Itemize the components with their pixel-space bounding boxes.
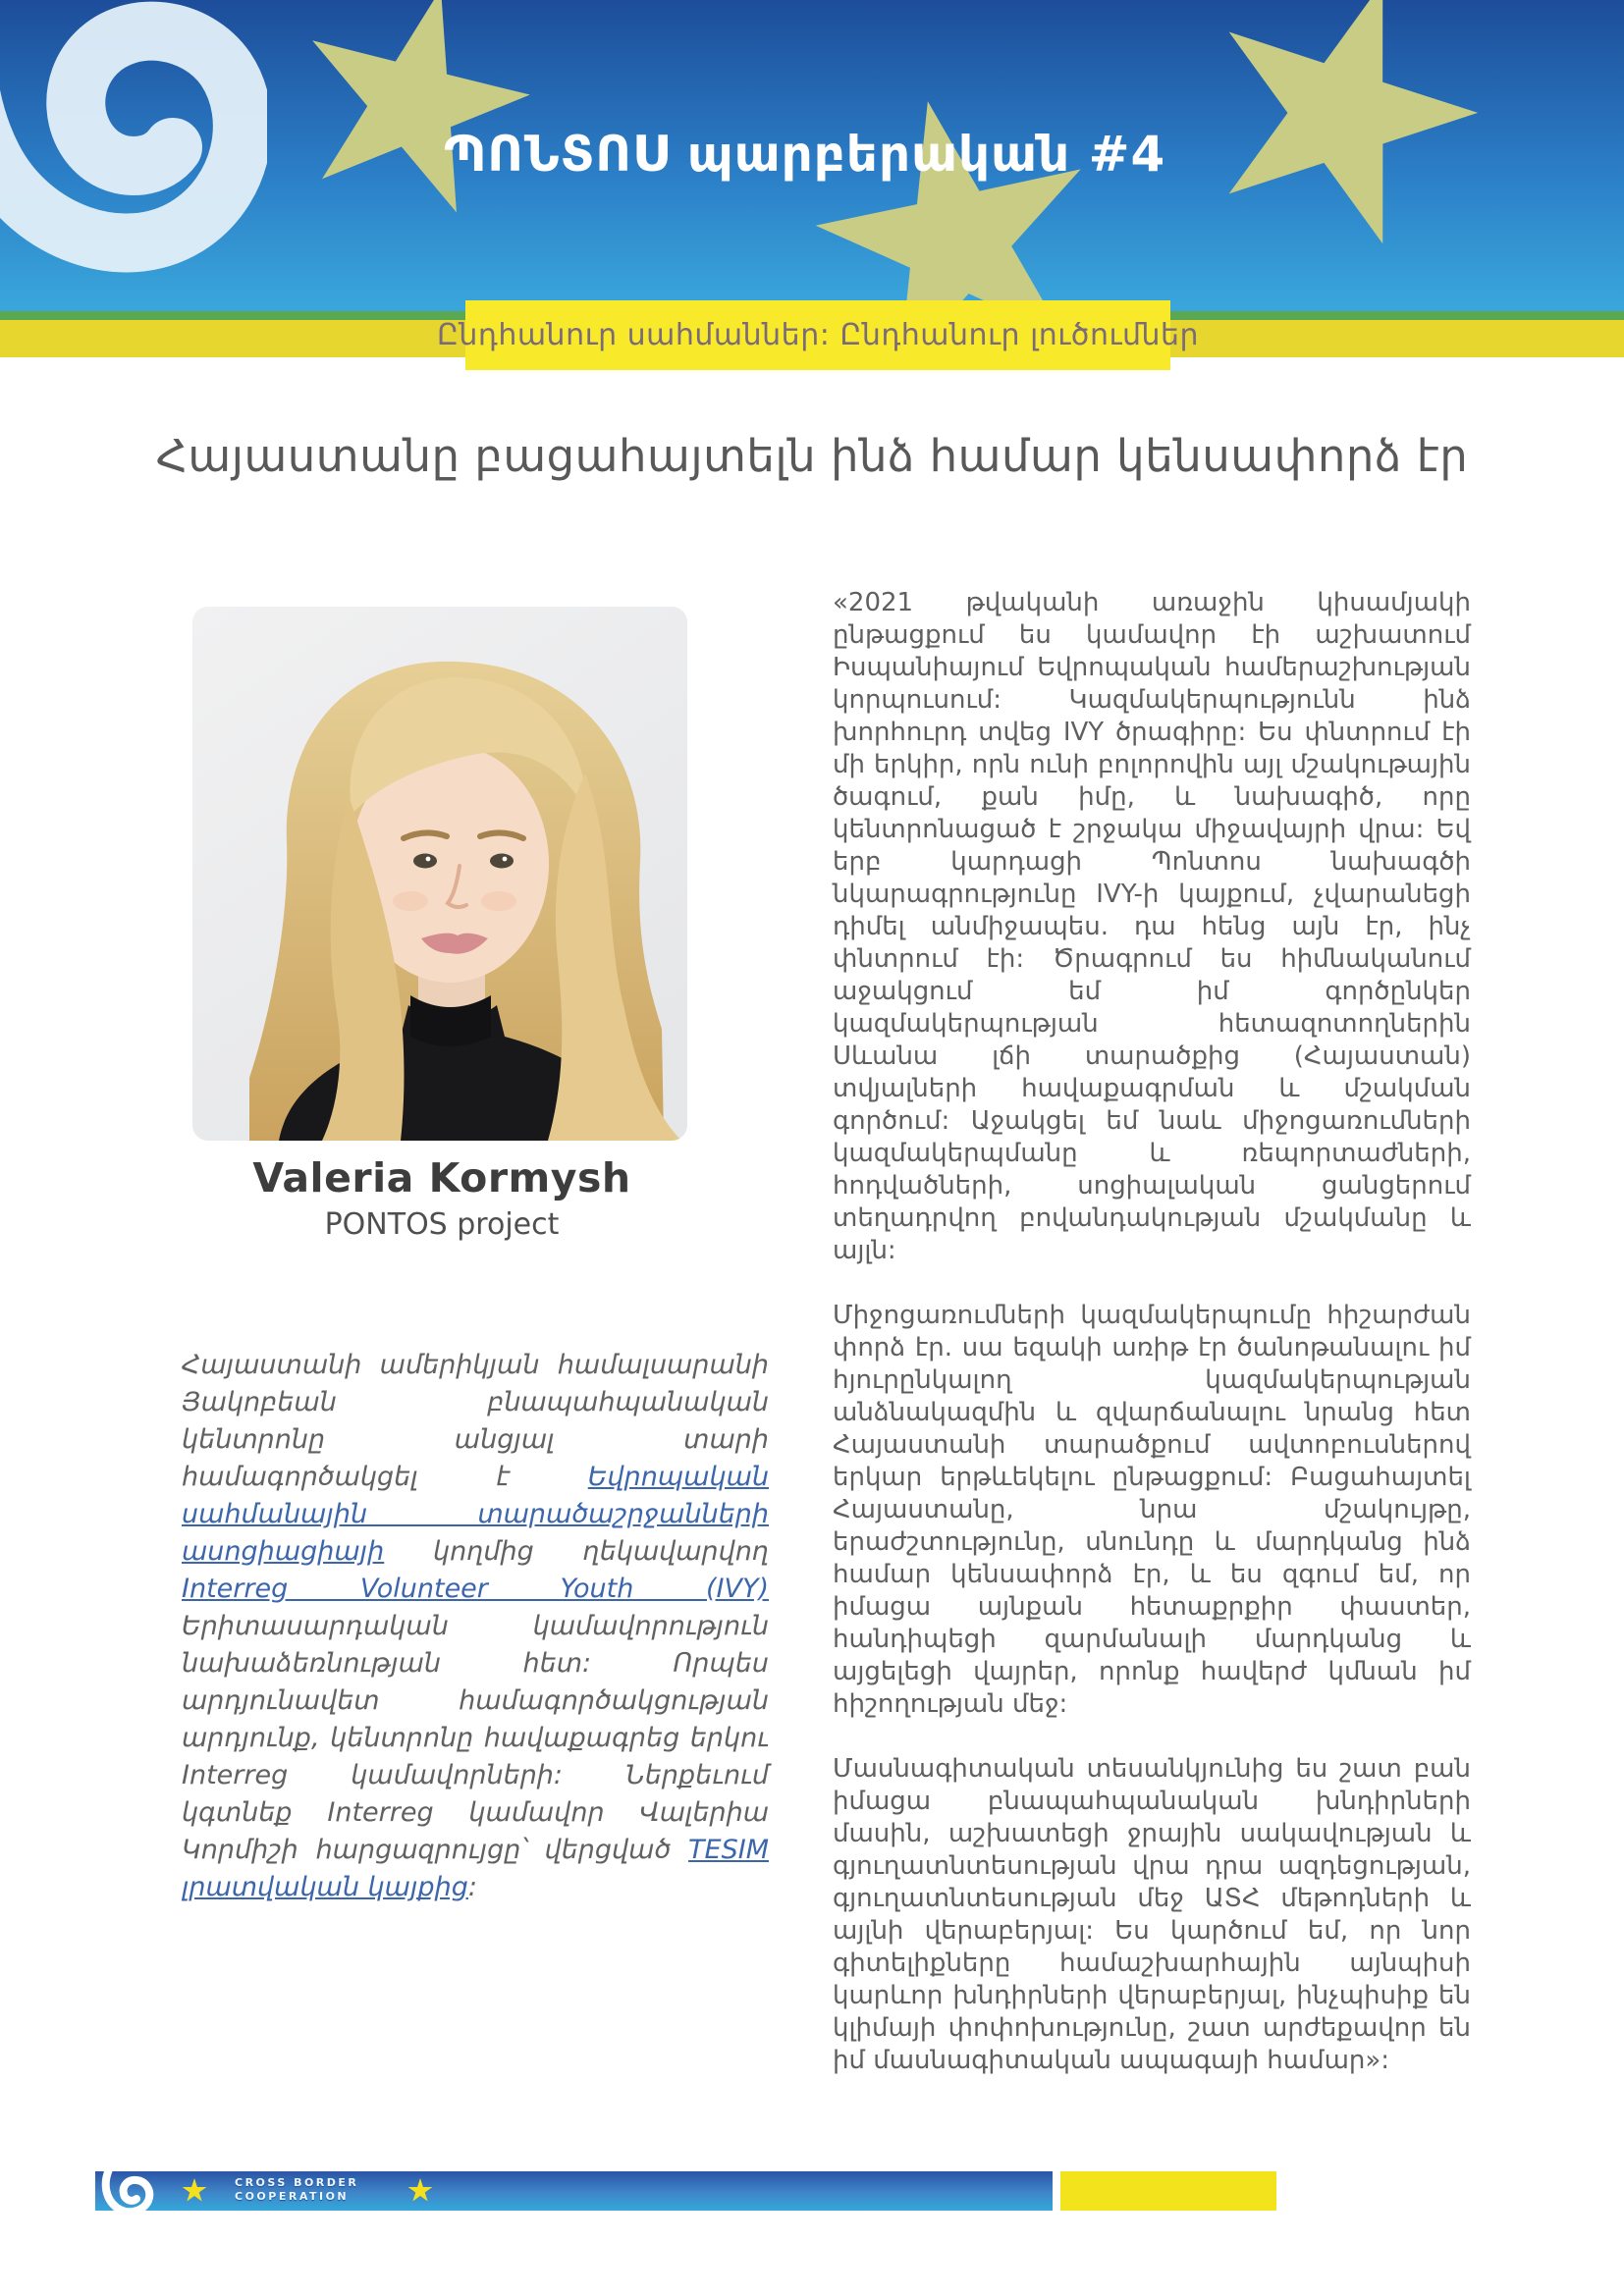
footer-logo-line1: CROSS BORDER bbox=[235, 2176, 359, 2189]
star-icon bbox=[788, 72, 1126, 311]
intro-link[interactable]: Եվրոպական սահմանային տարածաշրջանների ասոցիացիայի bbox=[182, 1462, 769, 1567]
portrait-photo bbox=[192, 607, 687, 1141]
star-icon bbox=[182, 2178, 207, 2204]
intro-link[interactable]: TESIM լրատվական կայքից bbox=[182, 1835, 769, 1902]
interview-paragraph: «2021 թվականի առաջին կիսամյակի ընթացքում ես կամավոր էի աշխատում Իսպանիայում Եվրոպական համերաշխության կորպուսում: Կազմակերպությունն ինձ խորհուրդ տվեց IVY ծրագիրը: Ես փնտրում էի մի երկիր, որն ունի բոլորովին այլ մշակութային ծագում, քան իմը, և նախագիծ, որը կենտրոնացած է շրջակա միջավայրի վրա: Եվ երբ կարդացի Պոնտոս նախագծի նկարագրությունը IVY-ի կայքում, չվարանեցի դիմել անմիջապես. դա հենց այն էր, ինչ փնտրում էի: Ծրագրում ես հիմնականում աջակցում եմ իմ գործընկեր կազմակերպության հետազոտողներին Սևանա լճի տարածքից (Հայաստան) տվյալների հավաքագրման և մշակման գործում: Աջակցել եմ նաև միջոցառումների կազմակերպմանը և ռեպորտաժների, հոդվածների, սոցիալական ցանցերում տեղադրվող բովանդակության մշակմանը և այլն: bbox=[833, 588, 1471, 1265]
footer-logo-line2: COOPERATION bbox=[235, 2190, 350, 2203]
person-name: Valeria Kormysh bbox=[252, 1154, 631, 1201]
tagline-highlight-box bbox=[436, 300, 1200, 370]
star-icon bbox=[270, 0, 556, 245]
footer-yellow-block bbox=[1060, 2171, 1276, 2211]
swirl-logo-icon bbox=[0, 0, 267, 277]
person-role: PONTOS project bbox=[324, 1207, 560, 1242]
footer-bar bbox=[95, 2171, 1053, 2211]
intro-column bbox=[182, 1347, 769, 1906]
intro-text: : bbox=[467, 1872, 478, 1902]
newsletter-title: ՊՈՆՏՈՍ պարբերական #4 bbox=[444, 126, 1166, 183]
interview-paragraph: Միջոցառումների կազմակերպումը հիշարժան փորձ էր. սա եզակի առիթ էր ծանոթանալու իմ հյուրընկալող կազմակերպության անձնակազմին և զվարճանալու նրանց հետ Հայաստանի տարածքում ավտոբուսներով երկար երթևեկելու ընթացքում: Բացահայտել Հայաստանը, նրա մշակույթը, երաժշտությունը, սնունդը և մարդկանց ինձ համար կենսափորձ էր, և ես զգում եմ, որ իմացա այնքան հետաքրքիր փաստեր, հանդիպեցի զարմանալի մարդկանց և այցելեցի վայրեր, որոնք հավերժ կմնան իմ հիշողության մեջ: bbox=[833, 1301, 1471, 1719]
intro-text: Երիտասարդական կամավորություն նախաձեռնության հետ: Որպես արդյունավետ համագործակցության արդյունք, կենտրոնը հավաքագրեց երկու Interreg կամավորների: Ներքեւում կգտնեք Interreg կամավոր Վալերիա Կորմիշի հարցազրույցը՝ վերցված bbox=[182, 1611, 769, 1865]
intro-text: կողմից ղեկավարվող bbox=[384, 1536, 769, 1567]
interview-column bbox=[833, 587, 1471, 2109]
star-icon bbox=[407, 2178, 433, 2204]
header-banner bbox=[0, 0, 1624, 311]
photo-caption bbox=[147, 1154, 736, 1242]
tagline-text: Ընդհանուր սահմաններ: Ընդհանուր լուծումներ bbox=[436, 318, 1200, 352]
footer-logo-text bbox=[235, 2176, 358, 2204]
article-title: Հայաստանը բացահայտելն ինձ համար կենսափորձ էր bbox=[155, 430, 1469, 482]
swirl-logo-icon bbox=[101, 2167, 164, 2215]
intro-link[interactable]: Interreg Volunteer Youth (IVY) bbox=[182, 1574, 769, 1604]
intro-text: Հայաստանի ամերիկյան համալսարանի Յակոբեան բնապահպանական կենտրոնը անցյալ տարի համագործակցել է bbox=[182, 1350, 769, 1492]
interview-paragraph: Մասնագիտական տեսանկյունից ես շատ բան իմացա բնապահպանական խնդիրների մասին, աշխատեցի ջրային սակավության և գյուղատնտեսության վրա դրա ազդեցության, գյուղատնտեսության մեջ ԱՏՀ մեթոդների և այլնի վերաբերյալ: Ես կարծում եմ, որ նոր գիտելիքները համաշխարհային այնպիսի կարևոր խնդիրների վերաբերյալ, ինչպիսիք են կլիմայի փոփոխությունը, շատ արժեքավոր են իմ մասնագիտական ապագայի համար»: bbox=[833, 1754, 1471, 2075]
